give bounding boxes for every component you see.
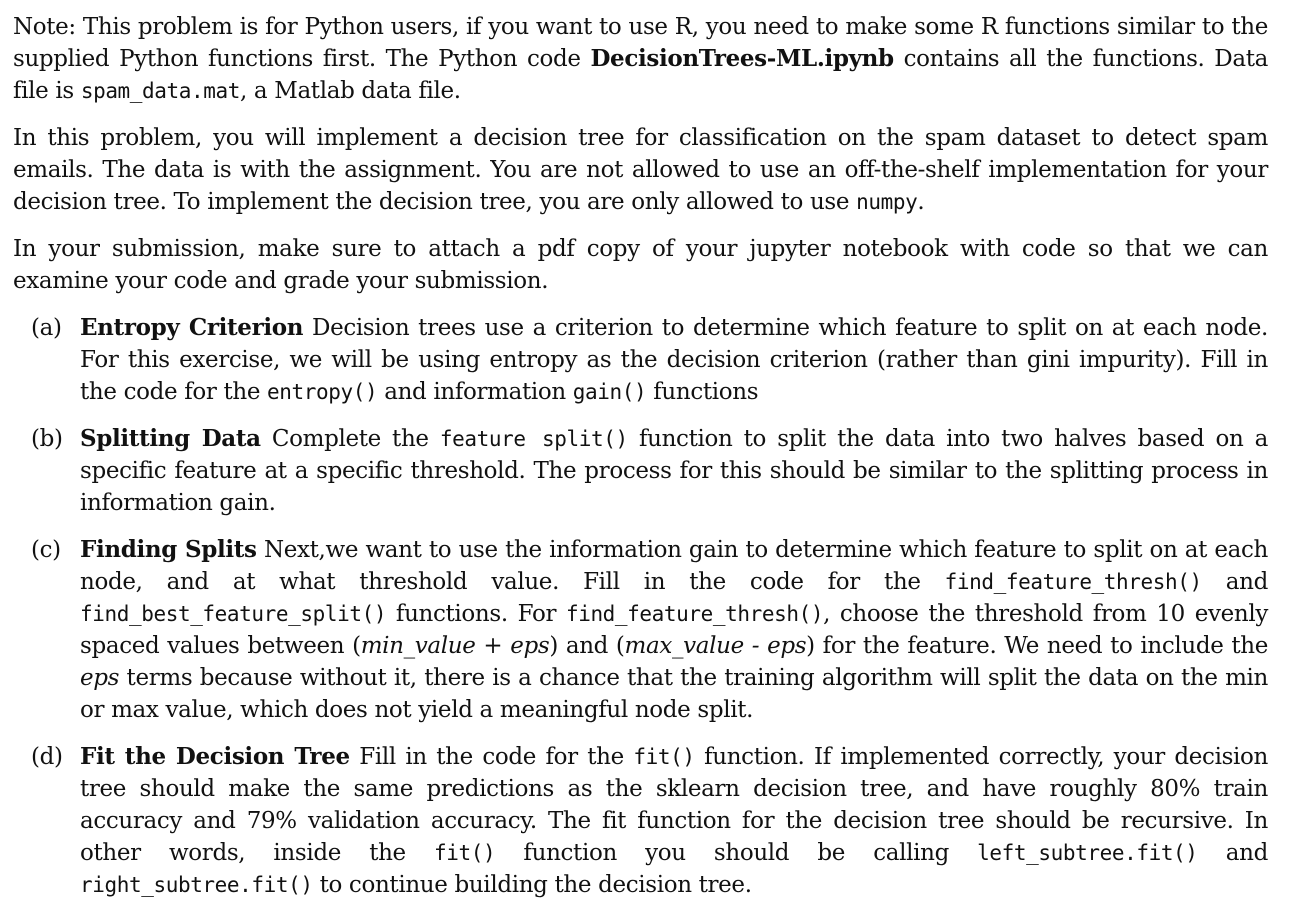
part-c-text-3: functions. For [386, 601, 566, 627]
part-b-label: (b) [31, 426, 63, 452]
part-b-text-1: Complete the [260, 426, 440, 452]
part-a-text-2: and information [377, 379, 573, 405]
part-c-text-5: ) and ( [549, 633, 625, 659]
part-a-text-1: Decision trees use a criterion to determine which feature to split on at each node. For this exercise, we will be using entropy as the decision criterion (rather than gini impurity). Fill in the code for the [80, 315, 1268, 405]
fit-function-name-2: fit() [434, 841, 496, 865]
part-c-text-4: , choose the threshold from 10 evenly spaced values between ( [80, 601, 1268, 659]
part-c-text-2: and [1201, 569, 1268, 595]
part-b-heading: Splitting Data [80, 425, 261, 452]
notebook-filename: DecisionTrees-ML.ipynb [590, 45, 894, 72]
part-b-text-2: function to split the data into two halves based on a specific feature at a specific threshold. The process for this should be similar to the splitting process in information gain. [80, 426, 1269, 516]
part-c-text-7: terms because without it, there is a chance that the training algorithm will split the data on the min or max value, which does not yield a meaningful node split. [80, 665, 1268, 723]
note-text-3: , a Matlab data file. [240, 78, 461, 104]
find-feature-thresh-function-name: find_feature_thresh() [944, 570, 1202, 594]
left-subtree-fit-name: left_subtree.fit() [977, 841, 1198, 865]
feature-split-function-name: feature split() [439, 427, 628, 451]
part-d-label: (d) [31, 744, 63, 770]
part-b [13, 423, 1268, 519]
fit-function-name: fit() [633, 745, 695, 769]
part-a-label: (a) [31, 315, 62, 341]
entropy-function-name: entropy() [267, 380, 378, 404]
right-subtree-fit-name: right_subtree.fit() [80, 873, 313, 897]
part-d-text-3: function you should be calling [495, 840, 978, 866]
assignment-document [13, 11, 1268, 916]
part-c-label: (c) [31, 537, 61, 563]
data-filename: spam_data.mat [80, 79, 240, 103]
part-d-text-5: to continue building the decision tree. [312, 872, 752, 898]
part-c-text-1: Next,we want to use the information gain to determine which feature to split on at each node, and at what threshold value. Fill in the code for the [80, 537, 1269, 595]
max-value-eps-math: max_value - eps [624, 633, 807, 659]
part-d-heading: Fit the Decision Tree [80, 743, 350, 770]
task-text-2: . [917, 189, 925, 215]
note-text-2: contains all the functions. Data file is [13, 46, 1268, 104]
part-d-text-2: function. If implemented correctly, your decision tree should make the same predictions as the sklearn decision tree, and have roughly 80% train accuracy and 79% validation accuracy. The fit function for the decision tree should be recursive. In other words, inside the [80, 744, 1268, 866]
intro-submission-paragraph: In your submission, make sure to attach a pdf copy of your jupyter notebook with code so that we can examine your code and grade your submission. [13, 236, 1268, 294]
find-feature-thresh-function-name-2: find_feature_thresh() [565, 602, 824, 626]
find-best-feature-split-function-name: find_best_feature_split() [80, 602, 387, 626]
part-d-text-1: Fill in the code for the [349, 744, 634, 770]
gain-function-name: gain() [572, 380, 647, 404]
numpy-library-name: numpy [856, 190, 918, 214]
part-c-text-6: ) for the feature. We need to include the [806, 633, 1269, 659]
part-c [13, 534, 1268, 726]
intro-note-paragraph [13, 11, 1268, 107]
part-a-heading: Entropy Criterion [80, 314, 304, 341]
part-d [13, 741, 1268, 901]
task-parts-list [13, 312, 1268, 901]
part-a-text-3: functions [646, 379, 759, 405]
intro-task-paragraph [13, 122, 1268, 218]
part-d-text-4: and [1197, 840, 1268, 866]
task-text-1: In this problem, you will implement a decision tree for classification on the spam dataset to detect spam emails. The data is with the assignment. You are not allowed to use an off-the-shelf implementation for your decision tree. To implement the decision tree, you are only allowed to use [13, 125, 1268, 215]
part-a [13, 312, 1268, 408]
part-c-heading: Finding Splits [80, 536, 257, 563]
min-value-eps-math: min_value + eps [360, 633, 550, 659]
note-text-1: Note: This problem is for Python users, if you want to use R, you need to make some R functions similar to the supplied Python functions first. The Python code [13, 14, 1268, 72]
eps-math: eps [80, 665, 120, 691]
